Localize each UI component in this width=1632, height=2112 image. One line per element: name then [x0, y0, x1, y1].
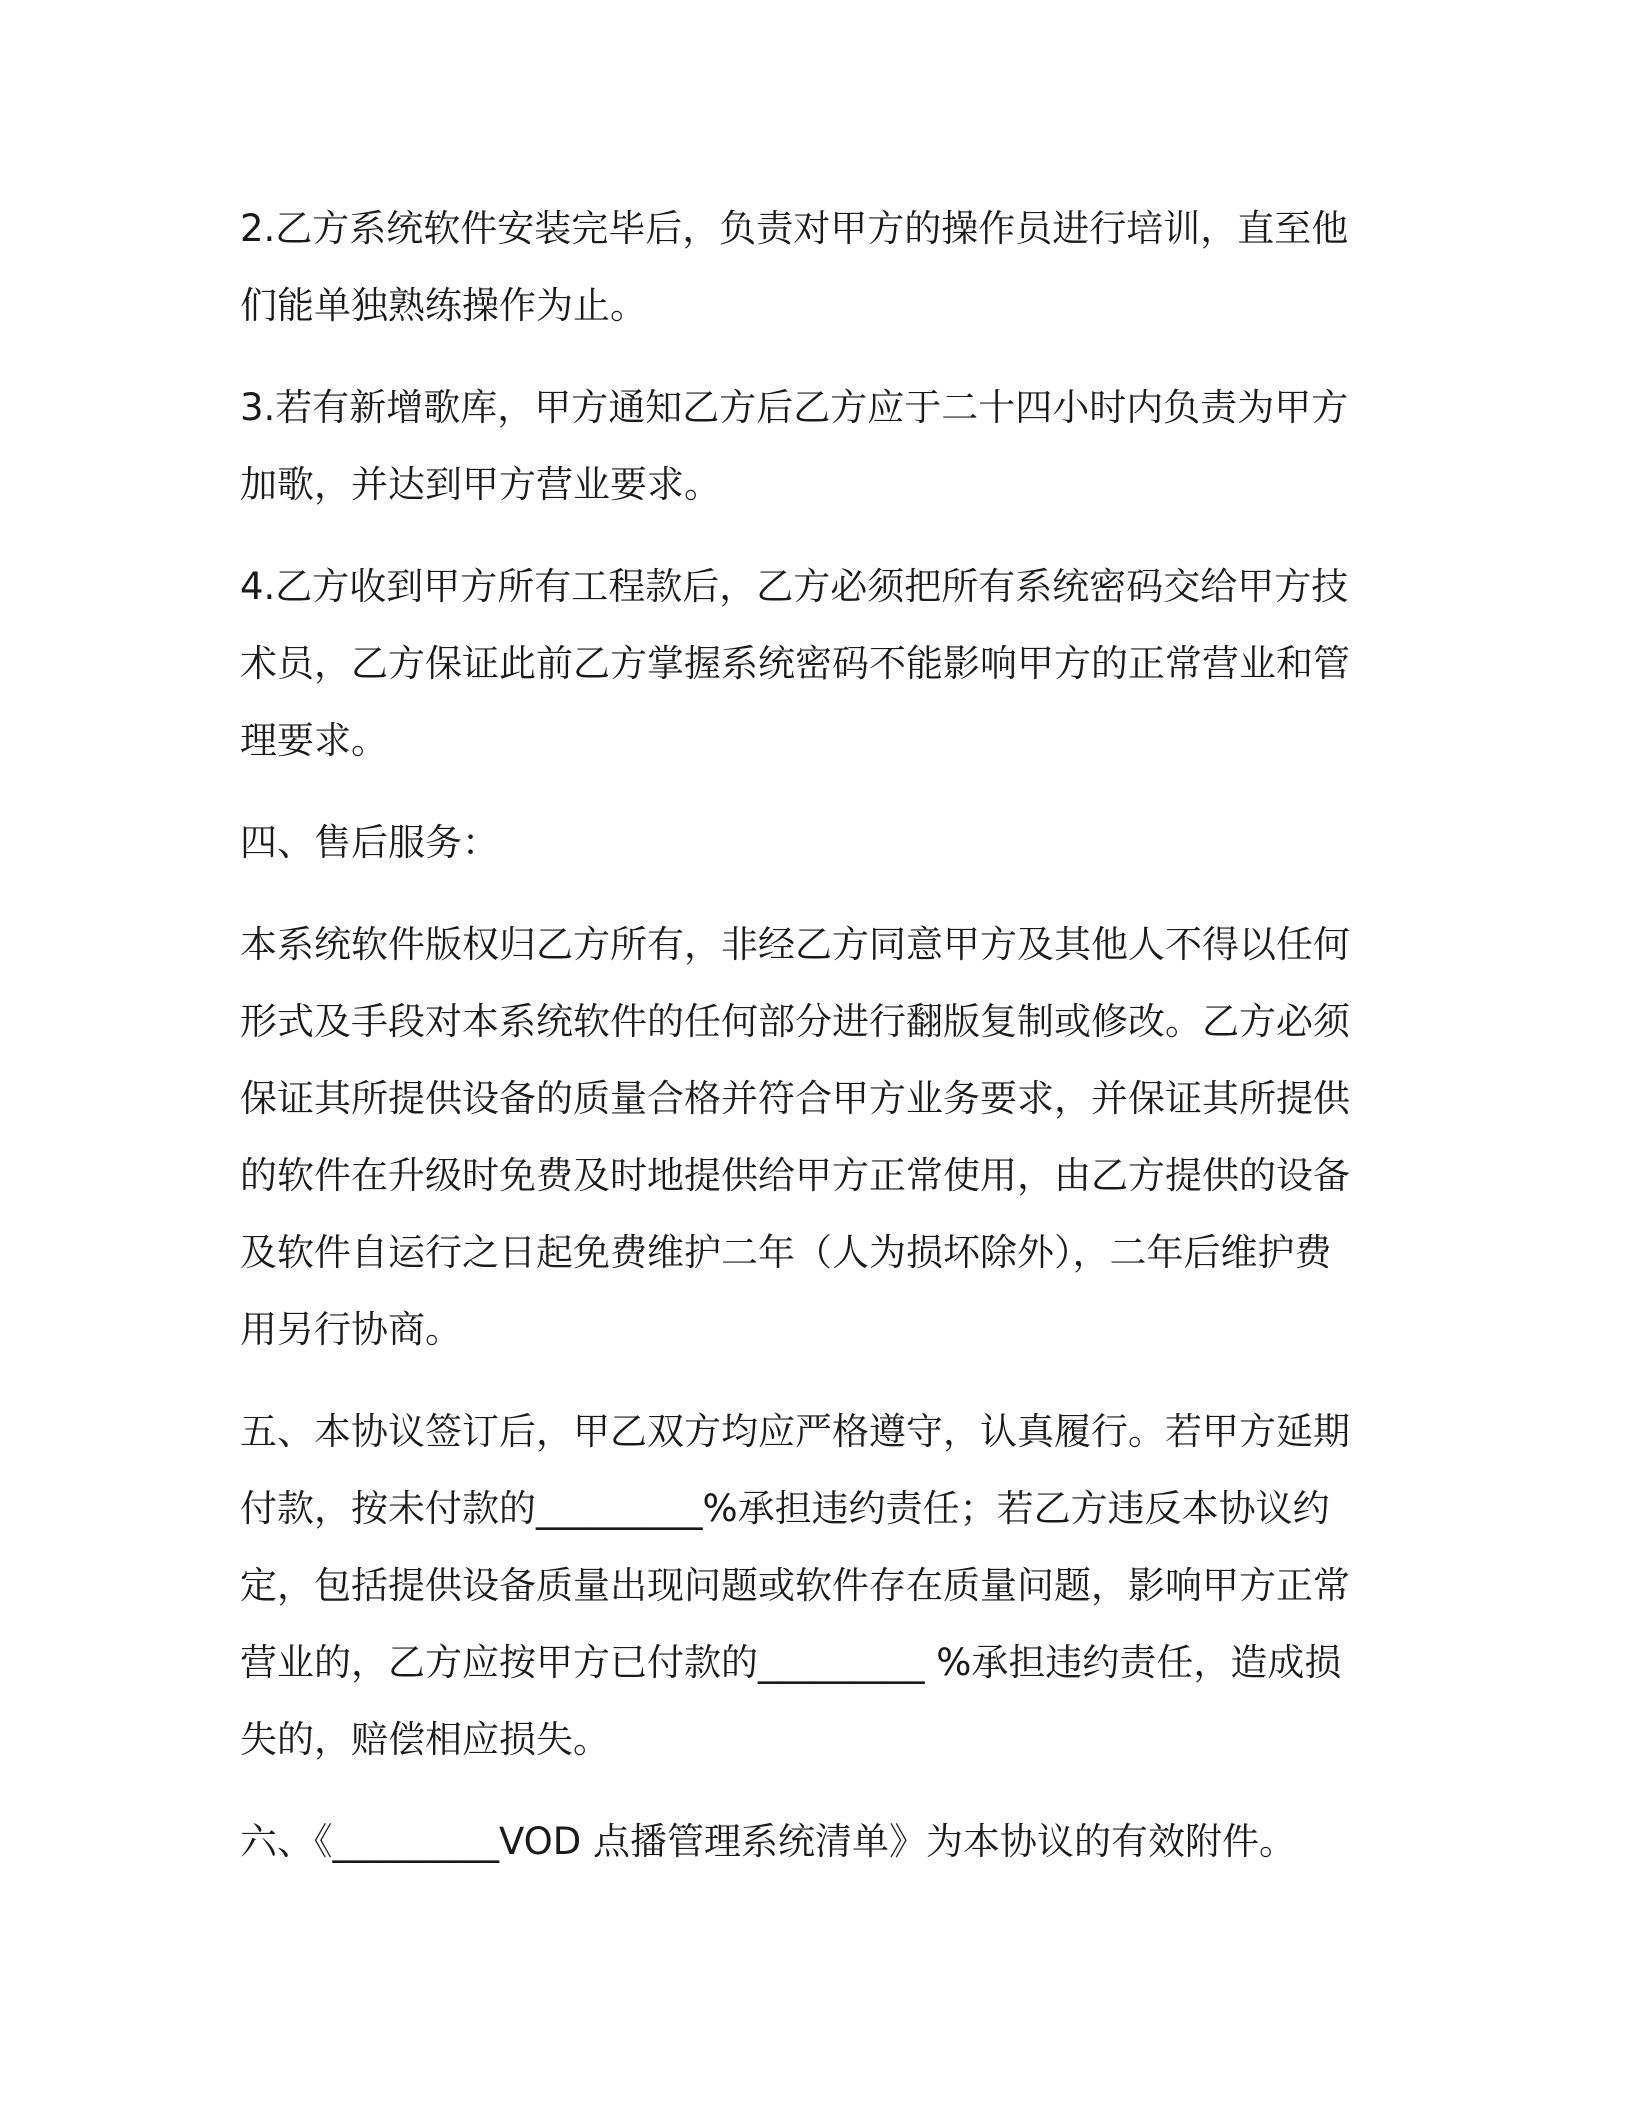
text-line: 用另行协商。 [240, 1308, 462, 1351]
text-line: 术员，乙方保证此前乙方掌握系统密码不能影响甲方的正常营业和管 [240, 642, 1350, 685]
text-line: 营业的，乙方应按甲方已付款的_________ %承担违约责任，造成损 [240, 1641, 1342, 1684]
text-line: 保证其所提供设备的质量合格并符合甲方业务要求，并保证其所提供 [240, 1077, 1350, 1120]
text-line: 的软件在升级时免费及时地提供给甲方正常使用，由乙方提供的设备 [240, 1154, 1350, 1197]
section-five-breach-liability [240, 1393, 1390, 1778]
text-line: 六、《_________VOD 点播管理系统清单》为本协议的有效附件。 [240, 1820, 1297, 1863]
text-line: 们能单独熟练操作为止。 [240, 284, 647, 327]
text-line: 加歌，并达到甲方营业要求。 [240, 463, 721, 506]
text-line: 定，包括提供设备质量出现问题或软件存在质量问题，影响甲方正常 [240, 1564, 1350, 1607]
clause-4-system-password [240, 548, 1390, 779]
text-line: 3.若有新增歌库，甲方通知乙方后乙方应于二十四小时内负责为甲方 [240, 386, 1349, 429]
section-heading-after-sales [240, 804, 1390, 881]
clause-3-song-library [240, 369, 1390, 523]
text-line: 形式及手段对本系统软件的任何部分进行翻版复制或修改。乙方必须 [240, 1000, 1350, 1043]
text-line: 本系统软件版权归乙方所有，非经乙方同意甲方及其他人不得以任何 [240, 923, 1350, 966]
text-line: 五、本协议签订后，甲乙双方均应严格遵守，认真履行。若甲方延期 [240, 1410, 1350, 1453]
text-line: 4.乙方收到甲方所有工程款后，乙方必须把所有系统密码交给甲方技 [240, 565, 1349, 608]
clause-2-training [240, 190, 1390, 344]
text-line: 失的，赔偿相应损失。 [240, 1718, 610, 1761]
heading-text: 四、售后服务： [240, 821, 499, 864]
text-line: 理要求。 [240, 719, 388, 762]
document-body [240, 190, 1390, 1905]
section-six-attachment [240, 1803, 1390, 1880]
text-line: 付款，按未付款的_________%承担违约责任；若乙方违反本协议约 [240, 1487, 1330, 1530]
text-line: 2.乙方系统软件安装完毕后，负责对甲方的操作员进行培训，直至他 [240, 207, 1349, 250]
text-line: 及软件自运行之日起免费维护二年（人为损坏除外），二年后维护费 [240, 1231, 1332, 1274]
after-sales-paragraph [240, 906, 1390, 1368]
